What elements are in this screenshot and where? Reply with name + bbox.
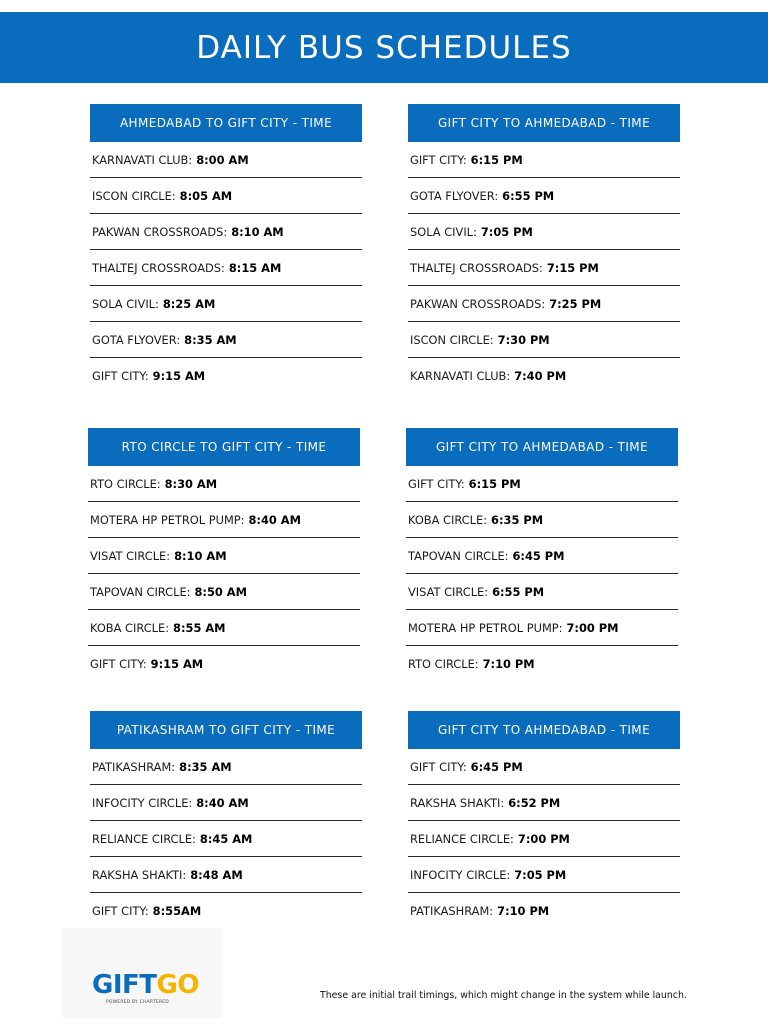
schedule-row	[408, 178, 680, 214]
stop-time: 6:15 PM	[470, 152, 523, 167]
route-header: GIFT CITY TO AHMEDABAD - TIME	[406, 428, 678, 466]
stop-time: 9:15 AM	[150, 656, 204, 671]
schedule-row	[408, 893, 680, 928]
schedule-row	[408, 214, 680, 250]
stop-time: 8:48 AM	[190, 867, 243, 882]
route-header: PATIKASHRAM TO GIFT CITY - TIME	[90, 711, 362, 749]
stop-name: PAKWAN CROSSROADS:	[92, 224, 228, 239]
stop-name: VISAT CIRCLE:	[90, 548, 171, 563]
schedule-row	[90, 893, 362, 928]
schedule-row	[88, 646, 360, 681]
stop-name: RAKSHA SHAKTI:	[410, 795, 505, 810]
stop-name: ISCON CIRCLE:	[410, 332, 494, 347]
schedule-row	[90, 322, 362, 358]
schedule-row	[408, 322, 680, 358]
schedule-row	[406, 610, 678, 646]
route-header: RTO CIRCLE TO GIFT CITY - TIME	[88, 428, 360, 466]
schedule-row	[90, 857, 362, 893]
schedule-row	[408, 358, 680, 393]
schedule-row	[90, 785, 362, 821]
schedule-row	[406, 538, 678, 574]
schedule-row	[406, 466, 678, 502]
schedule-row	[90, 142, 362, 178]
stop-time: 8:25 AM	[162, 296, 216, 311]
stop-time: 7:40 PM	[514, 368, 567, 383]
stop-list	[408, 749, 680, 928]
stop-name: GIFT CITY:	[408, 476, 465, 491]
logo-part-go: GO	[156, 970, 199, 1000]
stop-name: VISAT CIRCLE:	[408, 584, 489, 599]
stop-list	[406, 466, 678, 681]
stop-name: KARNAVATI CLUB:	[410, 368, 511, 383]
logo-tagline: POWERED BY CHARTERED	[106, 1000, 169, 1005]
schedule-row	[90, 749, 362, 785]
stop-name: THALTEJ CROSSROADS:	[92, 260, 225, 275]
schedule-row	[90, 286, 362, 322]
stop-time: 7:25 PM	[549, 296, 602, 311]
logo-wordmark	[92, 970, 199, 1000]
schedule-row	[408, 250, 680, 286]
stop-time: 8:00 AM	[196, 152, 249, 167]
stop-time: 7:05 PM	[480, 224, 533, 239]
stop-name: PATIKASHRAM:	[92, 759, 176, 774]
schedule-row	[408, 821, 680, 857]
stop-time: 6:55 PM	[492, 584, 545, 599]
schedule-row	[406, 574, 678, 610]
stop-time: 7:10 PM	[482, 656, 535, 671]
stop-time: 7:00 PM	[517, 831, 570, 846]
schedule-row	[408, 286, 680, 322]
schedule-row	[408, 857, 680, 893]
stop-time: 6:35 PM	[491, 512, 544, 527]
stop-time: 6:45 PM	[512, 548, 565, 563]
stop-time: 8:45 AM	[199, 831, 253, 846]
stop-name: RTO CIRCLE:	[90, 476, 161, 491]
stop-time: 8:10 AM	[174, 548, 227, 563]
stop-time: 8:05 AM	[179, 188, 233, 203]
stop-name: GOTA FLYOVER:	[410, 188, 499, 203]
stop-name: GIFT CITY:	[92, 368, 149, 383]
stop-name: TAPOVAN CIRCLE:	[90, 584, 191, 599]
stop-time: 7:00 PM	[566, 620, 619, 635]
stop-time: 9:15 AM	[152, 368, 206, 383]
stop-name: MOTERA HP PETROL PUMP:	[90, 512, 245, 527]
stop-name: SOLA CIVIL:	[92, 296, 159, 311]
stop-name: RELIANCE CIRCLE:	[92, 831, 196, 846]
schedule-row	[88, 574, 360, 610]
schedule-row	[90, 178, 362, 214]
stop-time: 6:45 PM	[470, 759, 523, 774]
stop-name: GIFT CITY:	[92, 903, 149, 918]
stop-name: MOTERA HP PETROL PUMP:	[408, 620, 563, 635]
stop-time: 8:35 AM	[184, 332, 237, 347]
stop-name: GIFT CITY:	[90, 656, 147, 671]
stop-time: 6:15 PM	[468, 476, 521, 491]
stop-time: 7:30 PM	[497, 332, 550, 347]
giftgo-logo	[62, 928, 222, 1018]
stop-name: ISCON CIRCLE:	[92, 188, 176, 203]
stop-time: 8:35 AM	[179, 759, 232, 774]
schedule-row	[406, 646, 678, 681]
schedule-row	[90, 214, 362, 250]
page-title: DAILY BUS SCHEDULES	[196, 29, 572, 66]
stop-list	[408, 142, 680, 393]
stop-name: KARNAVATI CLUB:	[92, 152, 193, 167]
schedule-row	[90, 250, 362, 286]
stop-name: THALTEJ CROSSROADS:	[410, 260, 543, 275]
route-header: AHMEDABAD TO GIFT CITY - TIME	[90, 104, 362, 142]
route-card-gift-city-to-ahmedabad-1	[408, 104, 680, 393]
stop-time: 8:30 AM	[164, 476, 218, 491]
stop-name: RAKSHA SHAKTI:	[92, 867, 187, 882]
stop-name: KOBA CIRCLE:	[408, 512, 488, 527]
stop-name: PAKWAN CROSSROADS:	[410, 296, 546, 311]
title-banner	[0, 12, 768, 83]
route-card-gift-city-to-ahmedabad-3	[408, 711, 680, 928]
route-header: GIFT CITY TO AHMEDABAD - TIME	[408, 711, 680, 749]
stop-time: 8:10 AM	[231, 224, 284, 239]
schedule-row	[90, 821, 362, 857]
schedule-row	[88, 538, 360, 574]
route-card-rto-circle-to-gift-city	[88, 428, 360, 681]
route-header: GIFT CITY TO AHMEDABAD - TIME	[408, 104, 680, 142]
stop-time: 7:15 PM	[546, 260, 599, 275]
stop-name: GIFT CITY:	[410, 152, 467, 167]
route-card-ahmedabad-to-gift-city	[90, 104, 362, 393]
schedule-row	[406, 502, 678, 538]
schedule-row	[88, 502, 360, 538]
schedule-row	[408, 785, 680, 821]
stop-list	[90, 142, 362, 393]
route-card-gift-city-to-ahmedabad-2	[406, 428, 678, 681]
stop-list	[88, 466, 360, 681]
stop-time: 6:52 PM	[508, 795, 561, 810]
stop-time: 6:55 PM	[502, 188, 555, 203]
stop-name: RELIANCE CIRCLE:	[410, 831, 514, 846]
stop-name: KOBA CIRCLE:	[90, 620, 170, 635]
stop-name: INFOCITY CIRCLE:	[410, 867, 511, 882]
stop-time: 8:40 AM	[196, 795, 249, 810]
stop-time: 8:15 AM	[228, 260, 282, 275]
stop-time: 8:50 AM	[194, 584, 247, 599]
stop-list	[90, 749, 362, 928]
schedule-row	[88, 466, 360, 502]
stop-time: 8:55 AM	[173, 620, 226, 635]
stop-name: INFOCITY CIRCLE:	[92, 795, 193, 810]
stop-time: 7:05 PM	[514, 867, 567, 882]
schedule-row	[90, 358, 362, 393]
stop-time: 7:10 PM	[497, 903, 550, 918]
disclaimer-note: These are initial trail timings, which might change in the system while launch.	[320, 990, 687, 1001]
stop-name: TAPOVAN CIRCLE:	[408, 548, 509, 563]
stop-name: GIFT CITY:	[410, 759, 467, 774]
stop-time: 8:40 AM	[248, 512, 301, 527]
stop-time: 8:55AM	[152, 903, 202, 918]
stop-name: PATIKASHRAM:	[410, 903, 494, 918]
logo-part-gift: GIFT	[92, 970, 157, 1000]
stop-name: GOTA FLYOVER:	[92, 332, 181, 347]
schedule-row	[408, 749, 680, 785]
schedule-row	[88, 610, 360, 646]
stop-name: SOLA CIVIL:	[410, 224, 477, 239]
stop-name: RTO CIRCLE:	[408, 656, 479, 671]
route-card-patikashram-to-gift-city	[90, 711, 362, 928]
schedule-row	[408, 142, 680, 178]
